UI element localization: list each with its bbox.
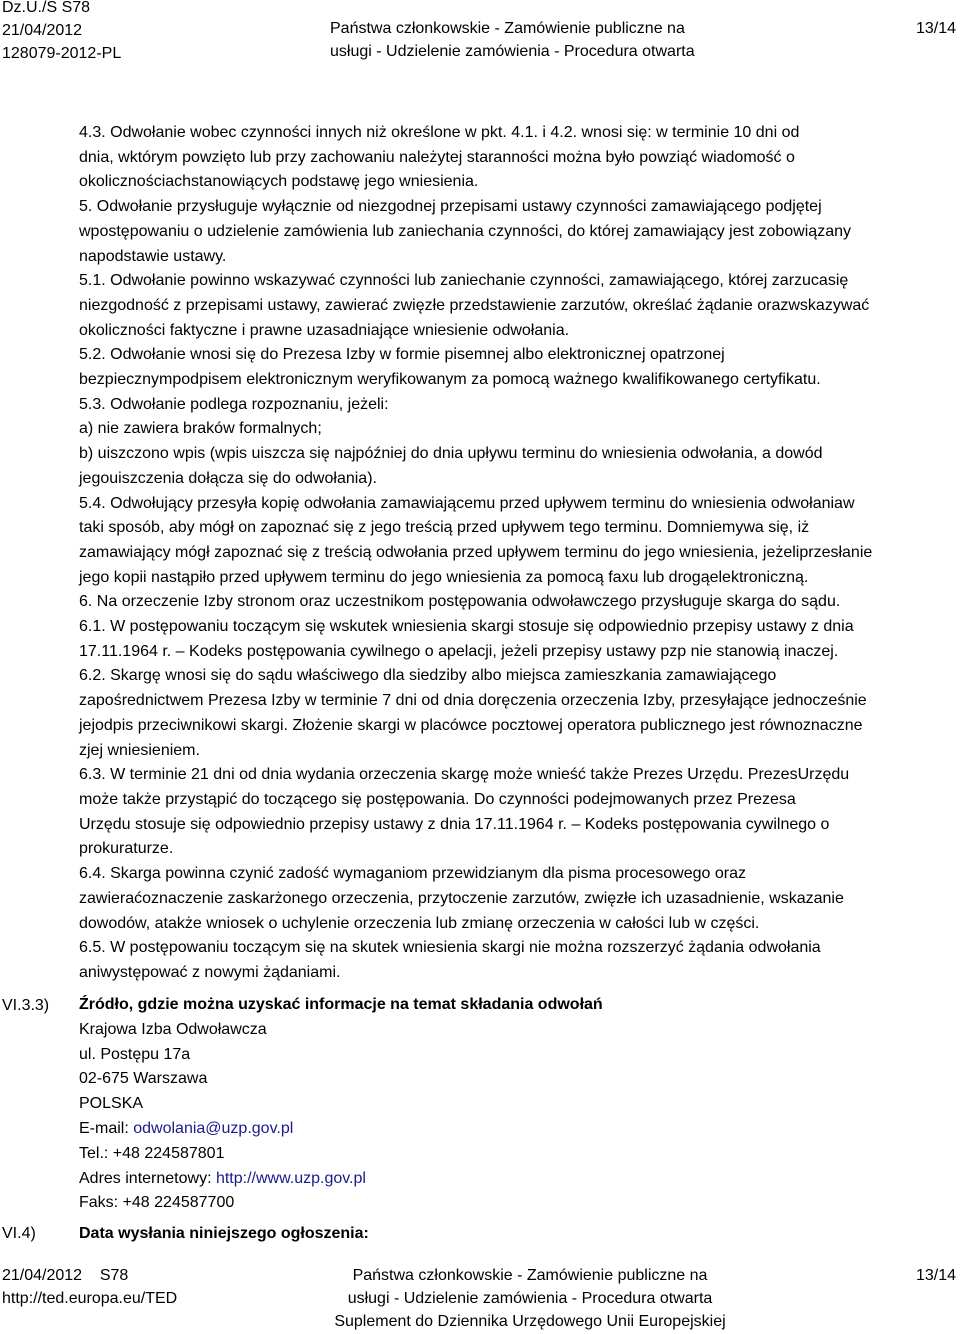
text-line: 6.4. Skarga powinna czynić zadość wymaganiom przewidzianym dla pisma procesowego oraz [79, 865, 746, 883]
text-line: 5.3. Odwołanie podlega rozpoznaniu, jeżeli: [79, 395, 389, 413]
org-street: ul. Postępu 17a [79, 1045, 191, 1063]
email-link[interactable]: odwolania@uzp.gov.pl [133, 1119, 294, 1137]
text-line: 6.2. Skargę wnosi się do sądu właściwego dla siedziby albo miejsca zamieszkania zamawiającego [79, 667, 777, 685]
text-line: jego kopii nastąpiło przed upływem terminu do jego wniesienia za pomocą faxu lub drogąelektroniczną. [79, 568, 809, 586]
footer-page-number: 13/14 [915, 1267, 956, 1284]
email-label: E-mail: [79, 1119, 134, 1137]
text-line: Urzędu stosuje się odpowiednio przepisy ustawy z dnia 17.11.1964 r. – Kodeks postępowania cywilnego o [79, 815, 830, 833]
text-line: zamawiający mógł zapoznać się z treścią odwołania przed upływem terminu do jego wniesienia, jeżeliprzesłanie [79, 543, 873, 561]
text-line: 5. Odwołanie przysługuje wyłącznie od niezgodnej przepisami ustawy czynności zamawiającego podjętej [79, 198, 822, 216]
text-line: okoliczności faktyczne i prawne uzasadniające wniesienie odwołania. [79, 321, 570, 339]
text-line: taki sposób, aby mógł on zapoznać się z jego treścią przed upływem tego terminu. Domniemywa się, iż [79, 519, 810, 537]
text-line: 5.2. Odwołanie wnosi się do Prezesa Izby w formie pisemnej albo elektronicznej opatrzonej [79, 346, 725, 364]
footer-title [300, 1264, 760, 1333]
org-fax-row [79, 1191, 603, 1216]
section-label-vi4: VI.4) [2, 1225, 36, 1242]
footer-title-line3: Suplement do Dziennika Urzędowego Unii Europejskiej [334, 1313, 726, 1330]
text-line: 17.11.1964 r. – Kodeks postępowania cywilnego o apelacji, jeżeli przepisy ustawy pzp nie stanowią inaczej. [79, 642, 839, 660]
text-line: może także przystąpić do toczącego się postępowania. Do czynności podejmowanych przez Prezesa [79, 790, 796, 808]
tel-label: Tel.: [79, 1144, 113, 1162]
text-line: 6.5. W postępowaniu toczącym się na skutek wniesienia skargi nie można rozszerzyć żądania odwołania [79, 939, 821, 957]
text-line: 4.3. Odwołanie wobec czynności innych niż określone w pkt. 4.1. i 4.2. wnosi się: w terminie 10 dni od [79, 124, 800, 141]
text-line: 6. Na orzeczenie Izby stronom oraz uczestnikom postępowania odwoławczego przysługuje skarga do sądu. [79, 593, 841, 611]
footer-title-line2: usługi - Udzielenie zamówienia - Procedura otwarta [347, 1290, 713, 1307]
text-line: 5.1. Odwołanie powinno wskazywać czynności lub zaniechanie czynności, zamawiającego, której zarzucasię [79, 272, 849, 290]
tel-value: +48 224587801 [112, 1144, 225, 1162]
appeal-info-heading: Źródło, gdzie można uzyskać informacje na temat składania odwołań [79, 996, 603, 1013]
footer-title-line1: Państwa członkowskie - Zamówienie publiczne na [352, 1267, 708, 1284]
text-line: jegouiszczenia dołącza się do odwołania). [79, 469, 377, 487]
text-line: dowodów, atakże wniosek o uchylenie orzeczenia lub zmianę orzeczenia w całości lub w części. [79, 914, 760, 932]
text-line: niezgodność z przepisami ustawy, zawierać zwięzłe przedstawienie zarzutów, określać żądanie orazwskazywać [79, 296, 870, 314]
header-page-number: 13/14 [915, 20, 956, 37]
footer-left [2, 1264, 177, 1310]
org-name: Krajowa Izba Odwoławcza [79, 1020, 267, 1038]
text-line: b) uiszczono wpis (wpis uiszcza się najpóźniej do dnia upływu terminu do wniesienia odwołania, a dowód [79, 445, 823, 463]
text-line: a) nie zawiera braków formalnych; [79, 420, 322, 438]
text-line: wpostępowaniu o udzielenie zamówienia lub zaniechania czynności, do której zamawiający jest zobowiązany [79, 222, 851, 240]
fax-label: Faks: [79, 1194, 123, 1212]
header-left [2, 0, 121, 65]
text-line: zawieraćoznaczenie zaskarżonego orzeczenia, przytoczenie zarzutów, zwięzłe ich uzasadnienie, wskazanie [79, 889, 844, 907]
web-label: Adres internetowy: [79, 1169, 216, 1187]
web-link[interactable]: http://www.uzp.gov.pl [215, 1169, 366, 1187]
text-line: jejodpis przeciwnikowi skargi. Złożenie skargi w placówce pocztowej operatora publicznego jest równoznaczne [79, 716, 863, 734]
org-city: 02-675 Warszawa [79, 1070, 208, 1088]
section-label-vi33: VI.3.3) [2, 997, 50, 1014]
org-tel-row [79, 1142, 603, 1167]
header-doc-ref: Dz.U./S S78 [2, 0, 91, 16]
appeal-procedure-text [79, 121, 959, 986]
text-line: 5.4. Odwołujący przesyła kopię odwołania zamawiającemu przed upływem terminu do wniesienia odwołaniaw [79, 494, 855, 512]
text-line: aniwystępować z nowymi żądaniami. [79, 963, 341, 981]
fax-value: +48 224587700 [122, 1194, 235, 1212]
header-title-line1: Państwa członkowskie - Zamówienie publiczne na [330, 20, 685, 37]
text-line: zapośrednictwem Prezesa Izby w terminie 7 dni od dnia doręczenia orzeczenia Izby, przesyłające jednocześnie [79, 692, 867, 710]
text-line: 6.1. W postępowaniu toczącym się wskutek wniesienia skargi stosuje się odpowiednio przepisy ustawy z dnia [79, 618, 854, 636]
text-line: bezpiecznympodpisem elektronicznym weryfikowanym za pomocą ważnego kwalifikowanego certyfikatu. [79, 371, 821, 389]
dispatch-date-heading: Data wysłania niniejszego ogłoszenia: [79, 1225, 369, 1242]
org-web-row [79, 1167, 603, 1192]
text-line: napodstawie ustawy. [79, 247, 227, 265]
footer-date-series: 21/04/2012 S78 [2, 1267, 129, 1284]
appeal-info-source [79, 993, 603, 1216]
header-title [330, 17, 730, 63]
header-notice-id: 128079-2012-PL [2, 45, 122, 62]
text-line: dnia, wktórym powzięto lub przy zachowaniu należytej staranności można było powziąć wiadomość o [79, 148, 795, 166]
header-date: 21/04/2012 [2, 22, 83, 39]
header-title-line2: usługi - Udzielenie zamówienia - Procedura otwarta [330, 43, 695, 60]
org-email-row [79, 1117, 603, 1142]
footer-url[interactable]: http://ted.europa.eu/TED [2, 1290, 178, 1307]
text-line: okolicznościachstanowiących podstawę jego wniesienia. [79, 173, 479, 191]
text-line: zjej wniesieniem. [79, 741, 200, 759]
org-country: POLSKA [79, 1095, 144, 1113]
text-line: 6.3. W terminie 21 dni od dnia wydania orzeczenia skargę może wnieść także Prezes Urzędu. PrezesUrzędu [79, 766, 850, 784]
text-line: prokuraturze. [79, 840, 174, 858]
